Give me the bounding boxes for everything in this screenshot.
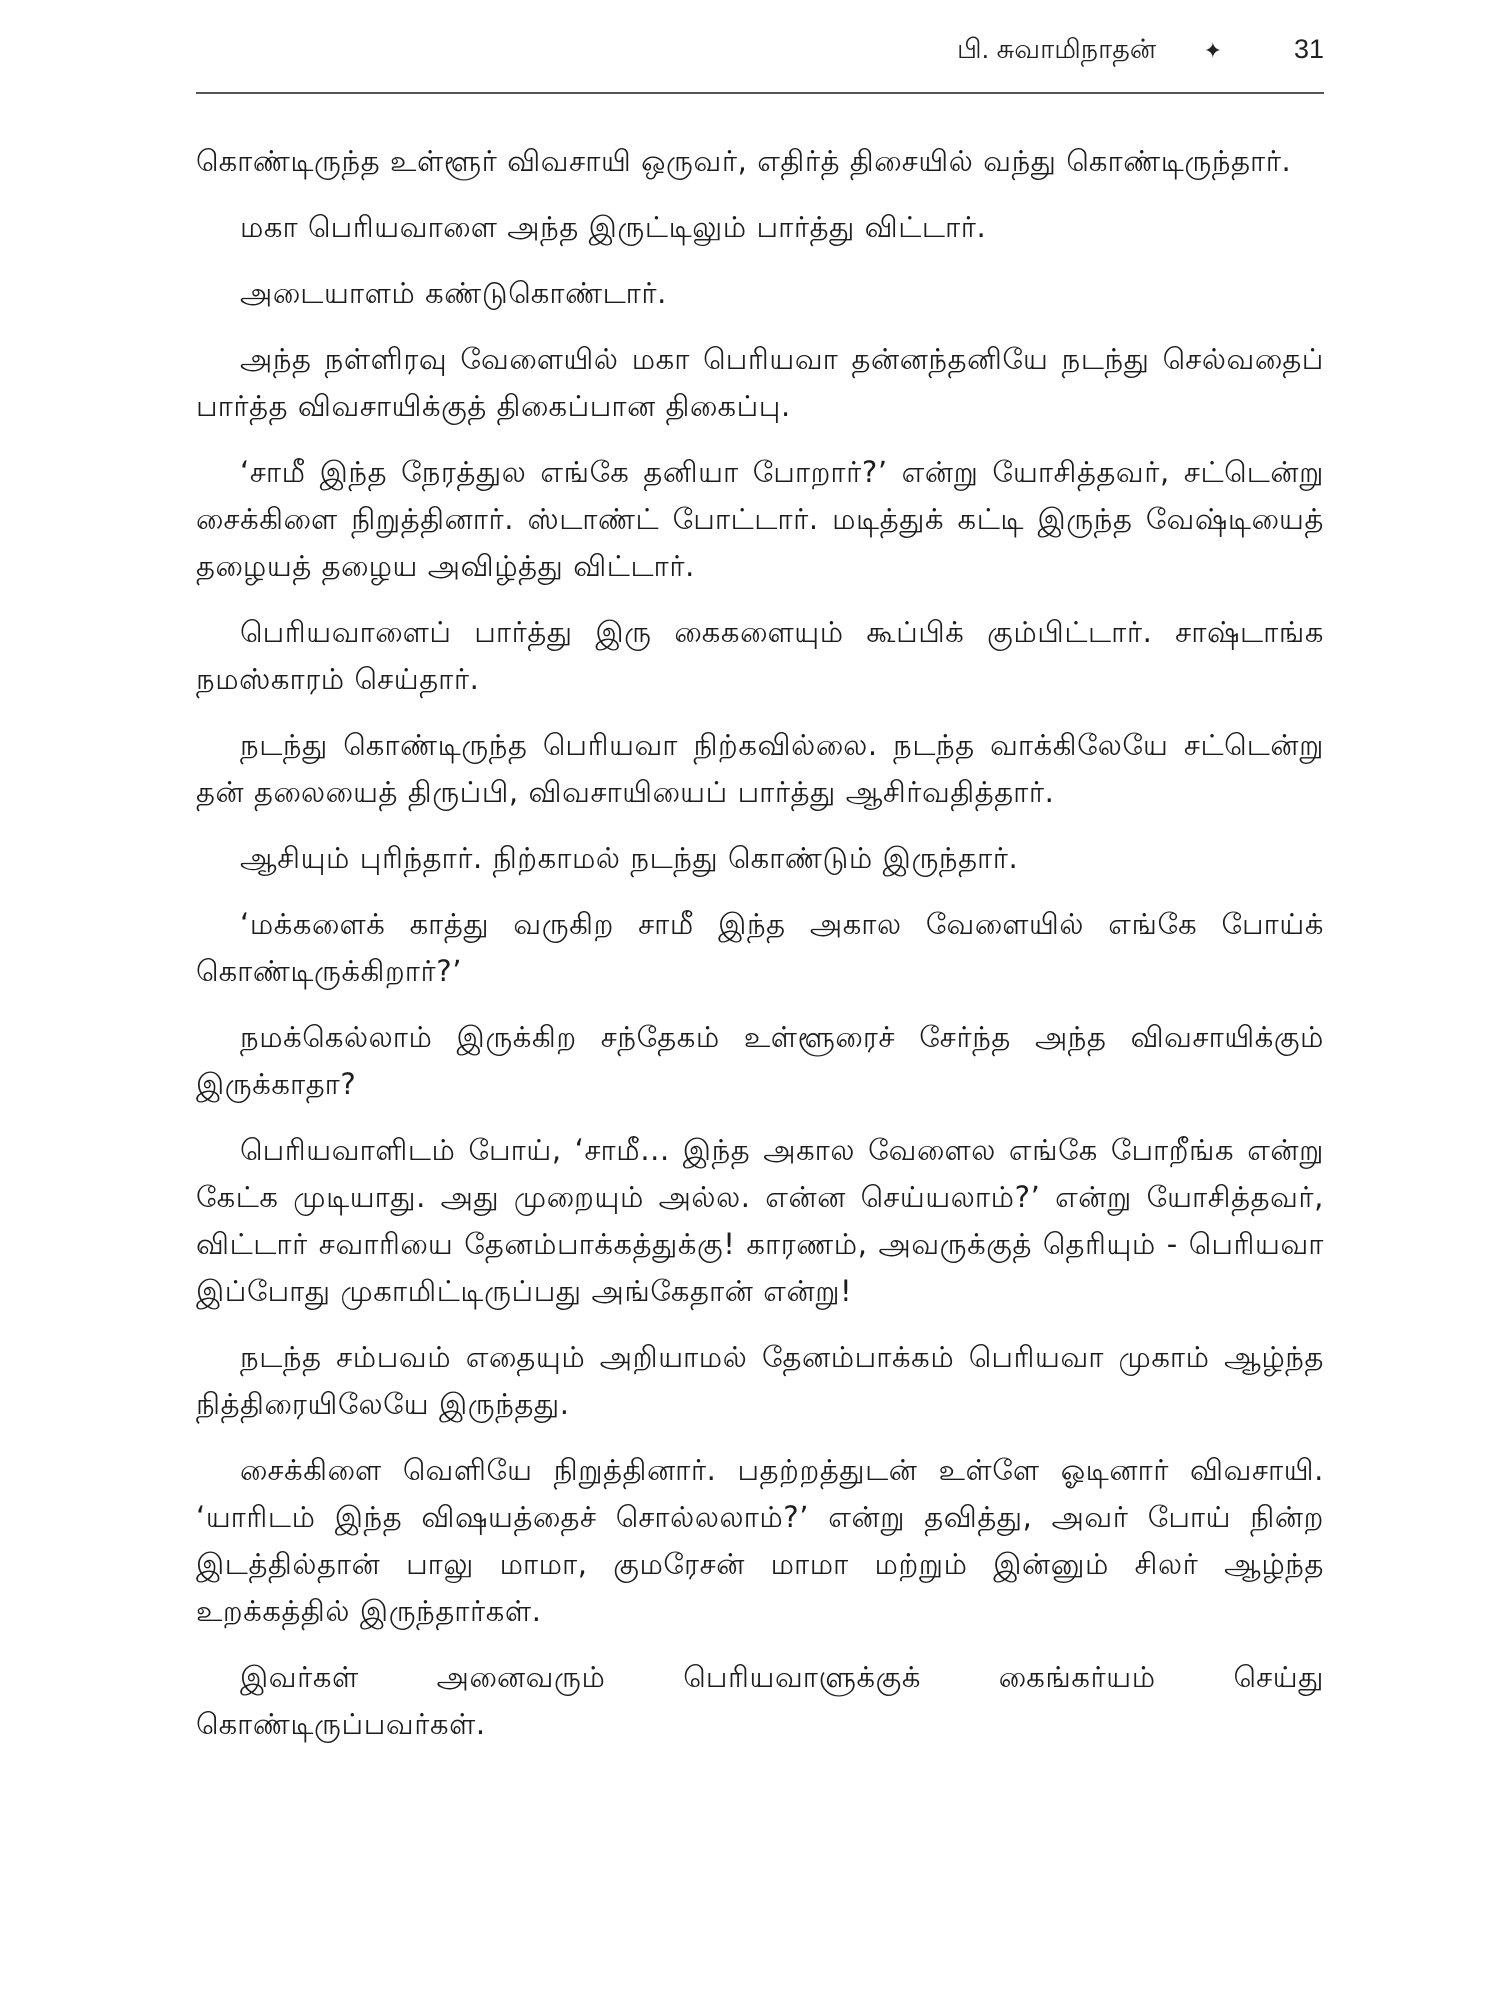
paragraph: ‘சாமீ இந்த நேரத்துல எங்கே தனியா போறார்?’ என்று யோசித்தவர், சட்டென்று சைக்கிளை நிறுத்தினார். ஸ்டாண்ட் போட்டார். மடித்துக் கட்டி இருந்த வேஷ்டியைத் தழையத் தழைய அவிழ்த்து விட்டார். bbox=[196, 455, 1324, 583]
body-text bbox=[196, 138, 1324, 1767]
paragraph: அடையாளம் கண்டுகொண்டார். bbox=[240, 276, 668, 310]
running-header bbox=[196, 34, 1324, 74]
paragraph: கொண்டிருந்த உள்ளூர் விவசாயி ஒருவர், எதிர்த் திசையில் வந்து கொண்டிருந்தார். bbox=[196, 144, 1292, 178]
paragraph: நமக்கெல்லாம் இருக்கிற சந்தேகம் உள்ளூரைச் சேர்ந்த அந்த விவசாயிக்கும் இருக்காதா? bbox=[196, 1020, 1324, 1101]
header-rule bbox=[196, 92, 1324, 94]
paragraph: மகா பெரியவாளை அந்த இருட்டிலும் பார்த்து விட்டார். bbox=[240, 210, 987, 244]
paragraph: இவர்கள் அனைவரும் பெரியவாளுக்குக் கைங்கர்யம் செய்து கொண்டிருப்பவர்கள். bbox=[196, 1660, 1324, 1741]
paragraph: சைக்கிளை வெளியே நிறுத்தினார். பதற்றத்துடன் உள்ளே ஓடினார் விவசாயி. ‘யாரிடம் இந்த விஷயத்தைச் சொல்லலாம்?’ என்று தவித்து, அவர் போய் நின்ற இடத்தில்தான் பாலு மாமா, குமரேசன் மாமா மற்றும் இன்னும் சிலர் ஆழ்ந்த உறக்கத்தில் இருந்தார்கள். bbox=[196, 1453, 1324, 1628]
paragraph: அந்த நள்ளிரவு வேளையில் மகா பெரியவா தன்னந்தனியே நடந்து செல்வதைப் பார்த்த விவசாயிக்குத் திகைப்பான திகைப்பு. bbox=[196, 342, 1324, 423]
paragraph: நடந்து கொண்டிருந்த பெரியவா நிற்கவில்லை. நடந்த வாக்கிலேயே சட்டென்று தன் தலையைத் திருப்பி, விவசாயியைப் பார்த்து ஆசிர்வதித்தார். bbox=[196, 728, 1324, 809]
paragraph: பெரியவாளைப் பார்த்து இரு கைகளையும் கூப்பிக் கும்பிட்டார். சாஷ்டாங்க நமஸ்காரம் செய்தார். bbox=[196, 615, 1324, 696]
paragraph: ‘மக்களைக் காத்து வருகிற சாமீ இந்த அகால வேளையில் எங்கே போய்க் கொண்டிருக்கிறார்?’ bbox=[196, 907, 1324, 988]
page-number: 31 bbox=[1293, 34, 1324, 64]
paragraph: பெரியவாளிடம் போய், ‘சாமீ... இந்த அகால வேளைல எங்கே போறீங்க என்று கேட்க முடியாது. அது முறையும் அல்ல. என்ன செய்யலாம்?’ என்று யோசித்தவர், விட்டார் சவாரியை தேனம்பாக்கத்துக்கு! காரணம், அவருக்குத் தெரியும் - பெரியவா இப்போது முகாமிட்டிருப்பது அங்கேதான் என்று! bbox=[196, 1133, 1324, 1308]
header-author: பி. சுவாமிநாதன் bbox=[957, 34, 1156, 64]
paragraph: நடந்த சம்பவம் எதையும் அறியாமல் தேனம்பாக்கம் பெரியவா முகாம் ஆழ்ந்த நித்திரையிலேயே இருந்தது. bbox=[196, 1340, 1324, 1421]
header-ornament-icon: ✦ bbox=[1203, 38, 1222, 63]
paragraph: ஆசியும் புரிந்தார். நிற்காமல் நடந்து கொண்டும் இருந்தார். bbox=[240, 841, 1019, 875]
